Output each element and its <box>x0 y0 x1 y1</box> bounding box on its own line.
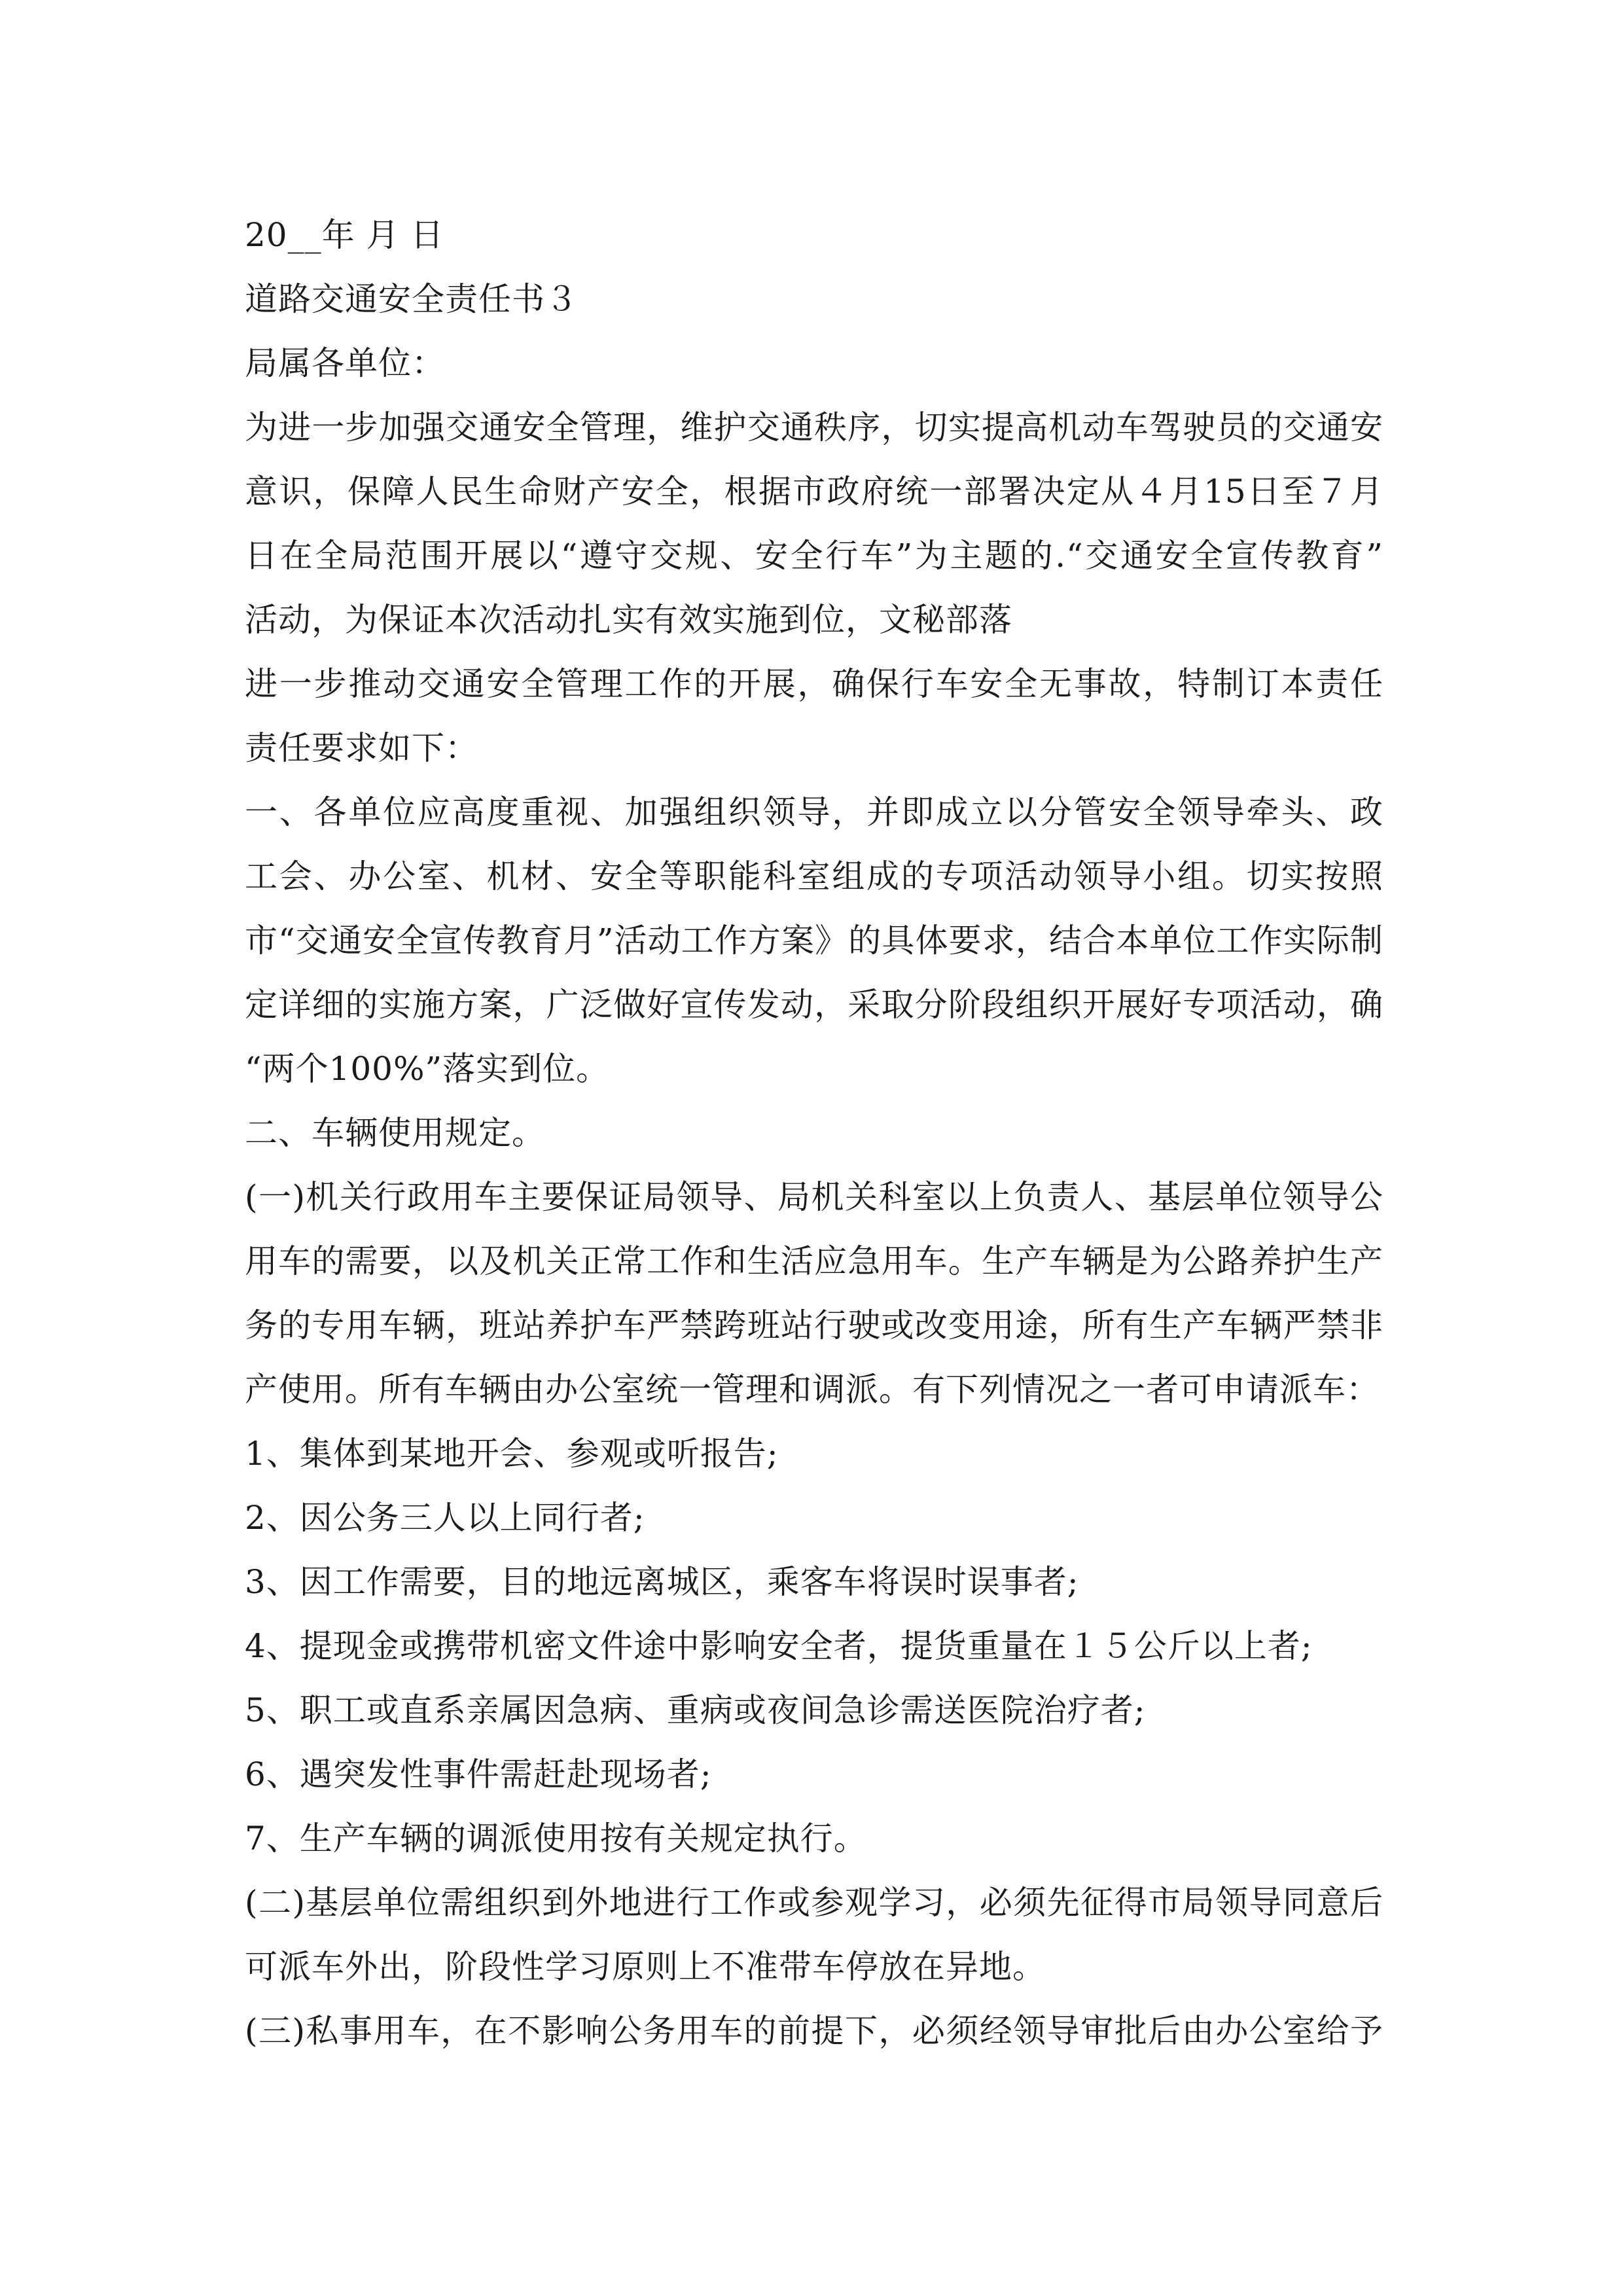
paragraph-line: 为进一步加强交通安全管理，维护交通秩序，切实提高机动车驾驶员的交通安 <box>245 408 1383 446</box>
list-item: 2、因公务三人以上同行者; <box>245 1499 645 1537</box>
document-title: 道路交通安全责任书３ <box>245 280 579 318</box>
paragraph-line: 意识，保障人民生命财产安全，根据市政府统一部署决定从４月15日至７月 <box>245 473 1383 511</box>
clause-three-line: (三)私事用车，在不影响公务用车的前提下，必须经领导审批后由办公室给予 <box>245 2012 1383 2050</box>
list-item: 6、遇突发性事件需赶赴现场者; <box>245 1755 712 1793</box>
clause-one-line: 用车的需要，以及机关正常工作和生活应急用车。生产车辆是为公路养护生产 <box>245 1242 1383 1280</box>
document-body <box>245 203 1383 2063</box>
clause-two-line: 可派车外出，阶段性学习原则上不准带车停放在异地。 <box>245 1948 1046 1986</box>
list-item: 5、职工或直系亲属因急病、重病或夜间急诊需送医院治疗者; <box>245 1691 1146 1729</box>
paragraph-line: 责任要求如下： <box>245 729 478 767</box>
clause-one-line: 务的专用车辆，班站养护车严禁跨班站行驶或改变用途，所有生产车辆严禁非 <box>245 1306 1383 1344</box>
list-item: 1、集体到某地开会、参观或听报告; <box>245 1435 779 1473</box>
date-line: 20__年 月 日 <box>245 216 444 254</box>
paragraph-line: 活动，为保证本次活动扎实有效实施到位，文秘部落 <box>245 601 1012 639</box>
paragraph-line: 日在全局范围开展以“遵守交规、安全行车”为主题的.“交通安全宣传教育” <box>245 537 1383 575</box>
clause-one-line: (一)机关行政用车主要保证局领导、局机关科室以上负责人、基层单位领导公 <box>245 1178 1383 1216</box>
list-item: 3、因工作需要，目的地远离城区，乘客车将误时误事者; <box>245 1563 1079 1601</box>
section-one-line: “两个100%”落实到位。 <box>245 1050 610 1088</box>
salutation: 局属各单位： <box>245 344 445 382</box>
list-item: 7、生产车辆的调派使用按有关规定执行。 <box>245 1820 867 1857</box>
section-one-line: 市“交通安全宣传教育月”活动工作方案》的具体要求，结合本单位工作实际制 <box>245 922 1383 960</box>
paragraph-line: 进一步推动交通安全管理工作的开展，确保行车安全无事故，特制订本责任 <box>245 665 1383 703</box>
section-one-line: 工会、办公室、机材、安全等职能科室组成的专项活动领导小组。切实按照 <box>245 857 1383 895</box>
clause-two-line: (二)基层单位需组织到外地进行工作或参观学习，必须先征得市局领导同意后 <box>245 1884 1383 1922</box>
list-item: 4、提现金或携带机密文件途中影响安全者，提货重量在１５公斤以上者; <box>245 1627 1313 1665</box>
section-one-line: 定详细的实施方案，广泛做好宣传发动，采取分阶段组织开展好专项活动，确 <box>245 986 1383 1024</box>
section-heading: 二、车辆使用规定。 <box>245 1114 545 1152</box>
section-one-line: 一、各单位应高度重视、加强组织领导，并即成立以分管安全领导牵头、政 <box>245 793 1383 831</box>
clause-one-line: 产使用。所有车辆由办公室统一管理和调派。有下列情况之一者可申请派车： <box>245 1371 1380 1408</box>
